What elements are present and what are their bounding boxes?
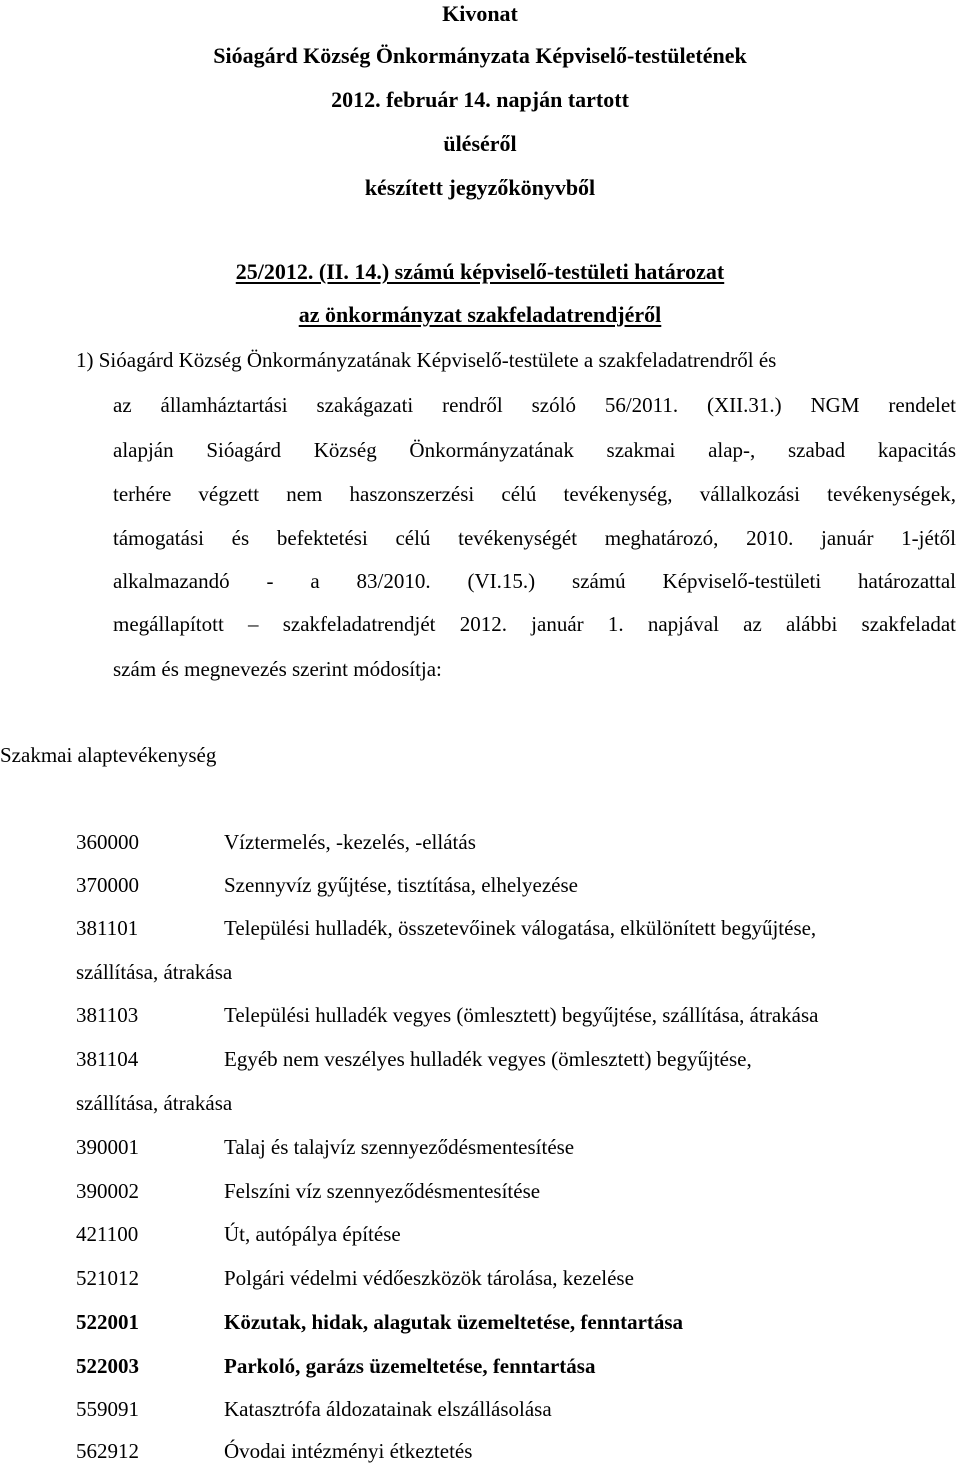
document-title: Kivonat	[442, 1, 518, 26]
activity-name: Egyéb nem veszélyes hulladék vegyes (ömlesztett) begyűjtése,	[224, 1047, 752, 1071]
activity-code: 381101	[76, 916, 139, 940]
activity-name: Közutak, hidak, alagutak üzemeltetése, fenntartása	[224, 1310, 684, 1334]
council-name: Sióagárd Község Önkormányzata Képviselő-testületének	[213, 43, 747, 68]
activity-continuation: szállítása, átrakása	[76, 1091, 233, 1115]
activity-code: 522003	[76, 1354, 139, 1378]
activity-code: 390002	[76, 1179, 139, 1203]
activity-code: 522001	[76, 1310, 139, 1334]
activity-code: 360000	[76, 830, 139, 854]
paragraph-line-6: alkalmazandó - a 83/2010. (VI.15.) számú Képviselő-testületi határozattal	[113, 569, 956, 593]
activity-code: 381103	[76, 1003, 139, 1027]
paragraph-line-1: 1) Sióagárd Község Önkormányzatának Képviselő-testülete a szakfeladatrendről és	[76, 348, 777, 372]
activity-code: 381104	[76, 1047, 139, 1071]
paragraph-line-8: szám és megnevezés szerint módosítja:	[113, 657, 442, 681]
activity-name: Út, autópálya építése	[224, 1222, 401, 1246]
activity-name: Települési hulladék vegyes (ömlesztett) begyűjtése, szállítása, átrakása	[224, 1003, 819, 1027]
activity-name: Polgári védelmi védőeszközök tárolása, kezelése	[224, 1266, 634, 1290]
activity-name: Katasztrófa áldozatainak elszállásolása	[224, 1397, 552, 1421]
activity-code: 370000	[76, 873, 139, 897]
meeting-date: 2012. február 14. napján tartott	[331, 87, 629, 112]
activity-name: Óvodai intézményi étkeztetés	[224, 1439, 473, 1463]
resolution-number: 25/2012. (II. 14.) számú képviselő-testületi határozat	[235, 259, 725, 284]
activity-name: Települési hulladék, összetevőinek válogatása, elkülönített begyűjtése,	[224, 916, 817, 940]
activity-continuation: szállítása, átrakása	[76, 960, 233, 984]
minutes-label: készített jegyzőkönyvből	[364, 175, 596, 200]
activity-name: Felszíni víz szennyeződésmentesítése	[224, 1179, 541, 1203]
activity-code: 421100	[76, 1222, 139, 1246]
activity-code: 562912	[76, 1439, 139, 1463]
paragraph-line-7: megállapított – szakfeladatrendjét 2012. január 1. napjával az alábbi szakfeladat	[113, 612, 956, 636]
activity-name: Víztermelés, -kezelés, -ellátás	[224, 830, 476, 854]
paragraph-line-2: az államháztartási szakágazati rendről szóló 56/2011. (XII.31.) NGM rendelet	[113, 393, 956, 417]
paragraph-line-4: terhére végzett nem haszonszerzési célú tevékenység, vállalkozási tevékenységek,	[113, 482, 956, 506]
activity-code: 390001	[76, 1135, 139, 1159]
activity-name: Talaj és talajvíz szennyeződésmentesítése	[224, 1135, 575, 1159]
resolution-subject: az önkormányzat szakfeladatrendjéről	[298, 302, 662, 327]
activity-name: Parkoló, garázs üzemeltetése, fenntartása	[224, 1354, 596, 1378]
meeting-label: üléséről	[443, 131, 517, 156]
paragraph-line-3: alapján Sióagárd Község Önkormányzatának szakmai alap-, szabad kapacitás	[113, 438, 956, 462]
activity-code: 521012	[76, 1266, 139, 1290]
activity-code: 559091	[76, 1397, 139, 1421]
section-heading: Szakmai alaptevékenység	[0, 743, 217, 767]
paragraph-line-5: támogatási és befektetési célú tevékenységét meghatározó, 2010. január 1-jétől	[113, 526, 956, 550]
activity-name: Szennyvíz gyűjtése, tisztítása, elhelyezése	[224, 873, 578, 897]
